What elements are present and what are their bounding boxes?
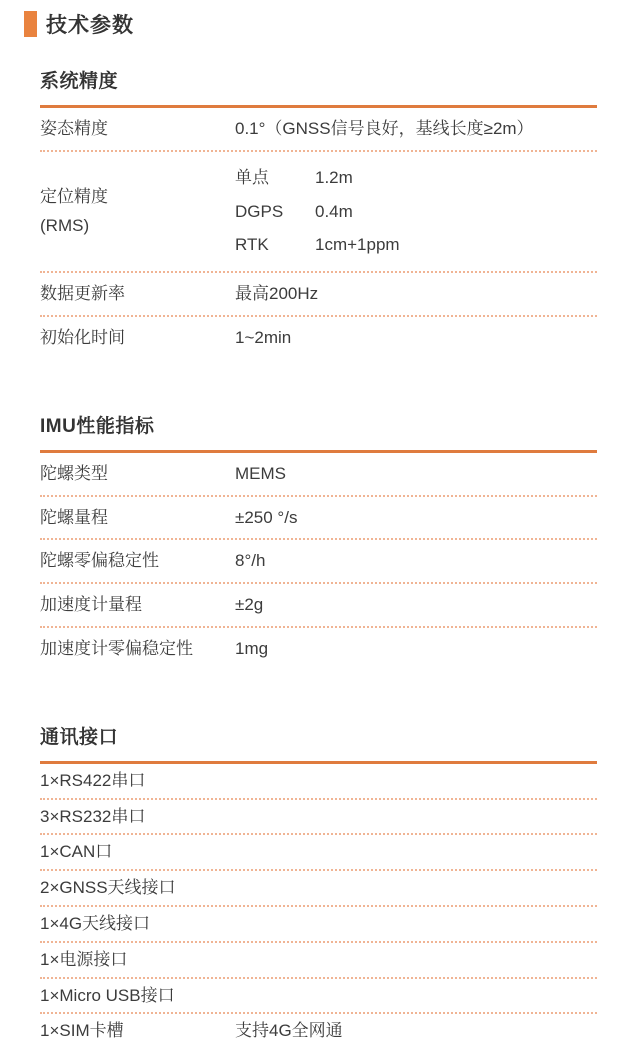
table-row bbox=[40, 835, 597, 871]
sub-row-label: RTK bbox=[235, 235, 269, 255]
table-row bbox=[40, 453, 597, 497]
table-row bbox=[40, 497, 597, 541]
row-value bbox=[235, 161, 597, 262]
row-value: ±2g bbox=[235, 595, 264, 615]
spec-section bbox=[40, 411, 597, 670]
page-header bbox=[0, 0, 640, 39]
table-row bbox=[40, 108, 597, 152]
row-label: 3×RS232串口 bbox=[40, 806, 146, 826]
section-heading: IMU性能指标 bbox=[40, 411, 597, 453]
row-label: 2×GNSS天线接口 bbox=[40, 878, 176, 898]
row-value: 1~2min bbox=[235, 327, 292, 347]
table-row bbox=[40, 764, 597, 800]
row-label: 1×电源接口 bbox=[40, 949, 128, 969]
row-label: 陀螺零偏稳定性 bbox=[40, 551, 159, 571]
row-label: 1×RS422串口 bbox=[40, 770, 146, 790]
spec-section bbox=[40, 66, 597, 359]
table-row bbox=[40, 273, 597, 317]
row-value: MEMS bbox=[235, 463, 286, 483]
row-label: 初始化时间 bbox=[40, 327, 125, 347]
row-label: 陀螺量程 bbox=[40, 507, 108, 527]
row-label: 1×4G天线接口 bbox=[40, 913, 151, 933]
table-row bbox=[40, 907, 597, 943]
section-rows bbox=[40, 764, 597, 1048]
sub-row-value: 0.4m bbox=[315, 201, 353, 221]
section-heading: 通讯接口 bbox=[40, 722, 597, 764]
table-row bbox=[40, 979, 597, 1015]
section-rows bbox=[40, 108, 597, 359]
sub-row bbox=[235, 228, 597, 262]
table-row bbox=[40, 1014, 597, 1048]
table-row bbox=[40, 317, 597, 359]
table-row bbox=[40, 628, 597, 670]
sub-row-value: 1cm+1ppm bbox=[315, 235, 400, 255]
row-label: 数据更新率 bbox=[40, 284, 125, 304]
row-value: 1mg bbox=[235, 638, 269, 658]
page-title: 技术参数 bbox=[46, 14, 134, 37]
table-row bbox=[40, 800, 597, 836]
row-label: 1×SIM卡槽 bbox=[40, 1021, 124, 1041]
row-value: 支持4G全网通 bbox=[235, 1021, 343, 1041]
sub-row bbox=[235, 195, 597, 229]
row-value: 0.1°（GNSS信号良好，基线长度≥2m） bbox=[235, 119, 534, 138]
row-label: 陀螺类型 bbox=[40, 463, 108, 483]
orange-block-icon bbox=[24, 11, 37, 37]
sub-row bbox=[235, 161, 597, 195]
table-row bbox=[40, 943, 597, 979]
row-value: 8°/h bbox=[235, 551, 266, 571]
row-value: ±250 °/s bbox=[235, 507, 298, 527]
row-label: 1×Micro USB接口 bbox=[40, 985, 175, 1005]
row-label: 加速度计量程 bbox=[40, 595, 142, 615]
section-rows bbox=[40, 453, 597, 670]
row-value: 最高200Hz bbox=[235, 284, 319, 304]
row-label: 1×CAN口 bbox=[40, 842, 113, 862]
row-label: 加速度计零偏稳定性 bbox=[40, 638, 193, 658]
table-row bbox=[40, 871, 597, 907]
spec-section bbox=[40, 722, 597, 1048]
sub-row-label: DGPS bbox=[235, 201, 284, 221]
section-heading: 系统精度 bbox=[40, 66, 597, 108]
sub-row-label: 单点 bbox=[235, 167, 269, 187]
table-row bbox=[40, 152, 597, 273]
row-label: 定位精度 (RMS) bbox=[40, 186, 108, 236]
spec-sections bbox=[40, 66, 597, 1048]
sub-row-value: 1.2m bbox=[315, 167, 353, 187]
table-row bbox=[40, 584, 597, 628]
row-label: 姿态精度 bbox=[40, 119, 108, 138]
table-row bbox=[40, 540, 597, 584]
